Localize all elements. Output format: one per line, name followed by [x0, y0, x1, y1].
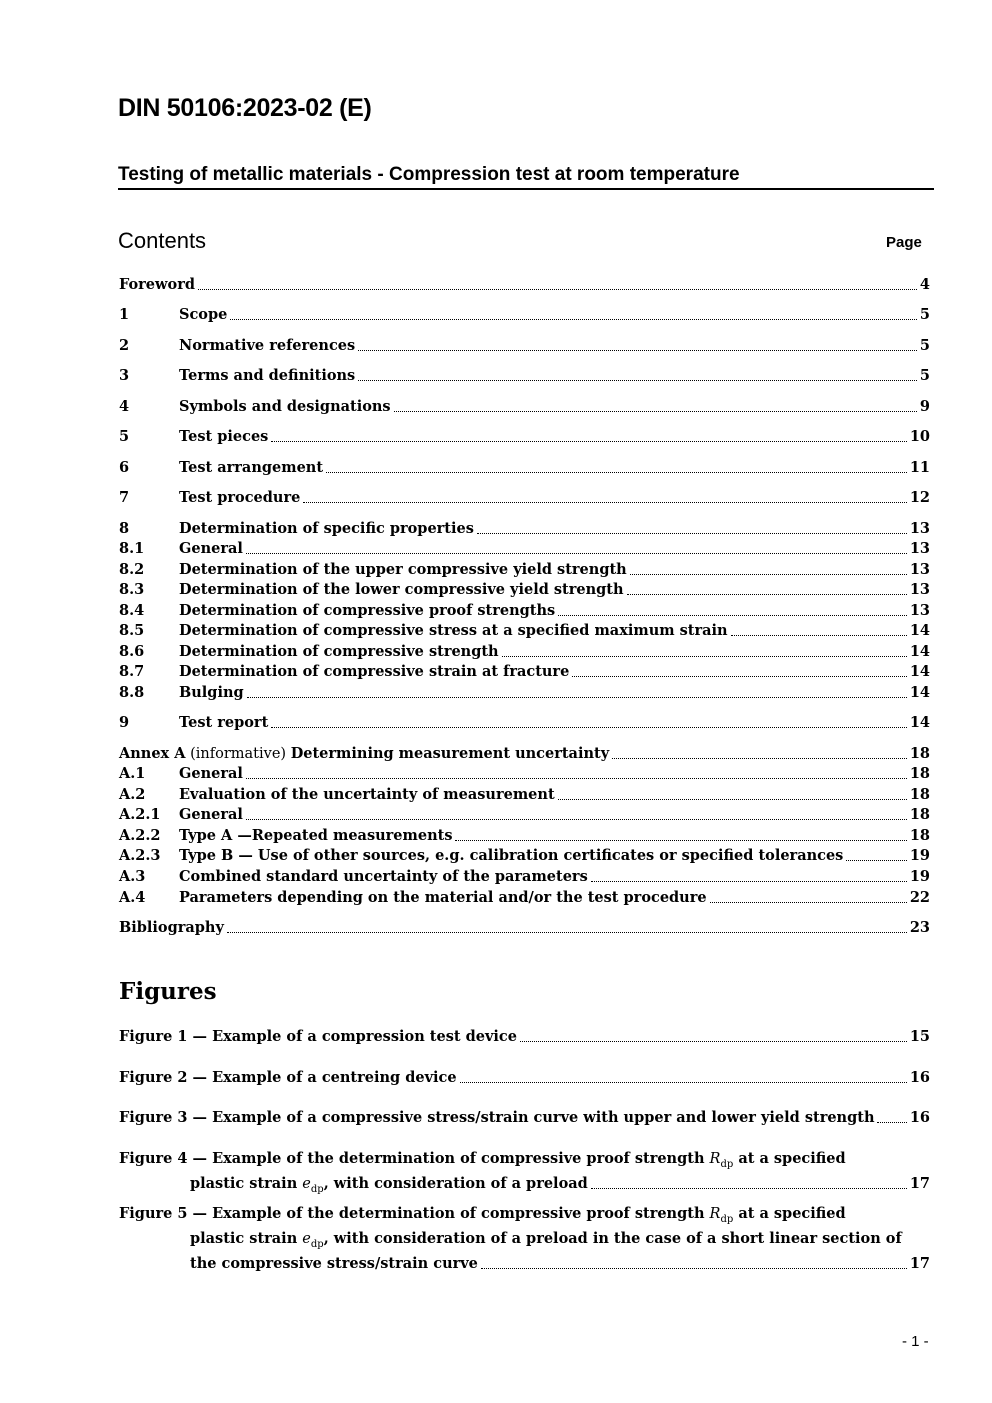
leader-dots: [246, 777, 907, 779]
figure-title: Figure 5 — Example of the determination of compressive proof strength: [119, 1205, 710, 1222]
toc-number: 5: [119, 428, 130, 445]
toc-number: A.3: [119, 868, 146, 885]
figure-entry-3[interactable]: [119, 1108, 930, 1128]
toc-title: Test procedure: [179, 489, 301, 506]
toc-page-number: 22: [909, 889, 930, 906]
toc-number: A.2.2: [119, 827, 161, 844]
toc-page-number: 12: [909, 489, 930, 506]
leader-dots: [710, 901, 907, 903]
figure-entry-5-line1[interactable]: [119, 1204, 846, 1224]
toc-entry[interactable]: [119, 846, 930, 866]
figure-page: 15: [909, 1028, 930, 1045]
toc-entry[interactable]: [119, 397, 930, 417]
figure-title: Figure 1 — Example of a compression test device: [119, 1028, 517, 1045]
leader-dots: [558, 798, 907, 800]
toc-entry[interactable]: [119, 867, 930, 887]
symbol-e: e: [302, 1176, 311, 1192]
toc-title: Determination of compressive stress at a specified maximum strain: [179, 622, 728, 639]
toc-page-number: 10: [909, 428, 930, 445]
subscript-dp: dp: [720, 1158, 734, 1170]
toc-title: Bulging: [179, 684, 244, 701]
figure-title-cont: , with consideration of a preload in the case of a short linear section of: [323, 1230, 902, 1247]
figure-title-cont: the compressive stress/strain curve: [190, 1255, 478, 1272]
figure-entry-5-line2[interactable]: [190, 1229, 902, 1249]
toc-entry[interactable]: [119, 336, 930, 356]
toc-page-number: 14: [909, 643, 930, 660]
leader-dots: [198, 288, 917, 290]
figure-page: 17: [909, 1255, 930, 1272]
leader-dots: [612, 757, 907, 759]
toc-page-number: 14: [909, 684, 930, 701]
leader-dots: [591, 1187, 907, 1189]
toc-number: 8.1: [119, 540, 145, 557]
toc-entry[interactable]: [119, 764, 930, 784]
leader-dots: [246, 818, 907, 820]
toc-number: A.4: [119, 889, 146, 906]
figure-entry-1[interactable]: [119, 1027, 930, 1047]
leader-dots: [303, 501, 907, 503]
leader-dots: [627, 593, 907, 595]
leader-dots: [246, 552, 907, 554]
toc-number: 8: [119, 520, 130, 537]
figure-title-cont: at a specified: [733, 1205, 846, 1222]
toc-number: 4: [119, 398, 130, 415]
toc-page-number: 13: [909, 540, 930, 557]
figure-title-cont: plastic strain $e_{dp}$, with consideration of a preload: [190, 1175, 588, 1195]
toc-entry[interactable]: [119, 560, 930, 580]
subscript-dp: dp: [310, 1183, 324, 1195]
leader-dots: [846, 859, 906, 861]
toc-page-number: 13: [909, 581, 930, 598]
toc-page-number: 23: [909, 919, 930, 936]
toc-title: Type A —Repeated measurements: [179, 827, 453, 844]
figure-page: 16: [909, 1109, 930, 1126]
toc-title: Terms and definitions: [179, 367, 356, 384]
subscript-dp: dp: [720, 1213, 734, 1225]
page-number: - 1 -: [902, 1333, 929, 1350]
toc-entry[interactable]: [119, 662, 930, 682]
toc-entry[interactable]: [119, 826, 930, 846]
toc-page-number: 14: [909, 714, 930, 731]
toc-number: 9: [119, 714, 130, 731]
figure-entry-2[interactable]: [119, 1068, 930, 1088]
figures-heading: Figures: [119, 978, 217, 1005]
leader-dots: [230, 318, 917, 320]
toc-entry[interactable]: [119, 744, 930, 764]
page-column-label: Page: [886, 234, 922, 251]
leader-dots: [731, 634, 907, 636]
leader-dots: [455, 839, 906, 841]
toc-page-number: 19: [909, 847, 930, 864]
toc-entry[interactable]: [119, 488, 930, 508]
toc-page-number: 18: [909, 765, 930, 782]
leader-dots: [271, 440, 906, 442]
symbol-r: R: [709, 1151, 721, 1167]
figure-title: Figure 2 — Example of a centreing device: [119, 1069, 457, 1086]
toc-page-number: 18: [909, 827, 930, 844]
toc-number: 2: [119, 337, 130, 354]
figure-entry-5-line3[interactable]: [190, 1254, 930, 1274]
toc-entry[interactable]: [119, 458, 930, 478]
toc-title: Test pieces: [179, 428, 269, 445]
toc-page-number: 9: [919, 398, 930, 415]
toc-number: 8.6: [119, 643, 145, 660]
toc-title: Combined standard uncertainty of the parameters: [179, 868, 588, 885]
leader-dots: [630, 573, 907, 575]
toc-page-number: 14: [909, 663, 930, 680]
toc-number: A.2: [119, 786, 146, 803]
toc-entry[interactable]: [119, 539, 930, 559]
figure-entry-4-line1[interactable]: [119, 1149, 846, 1169]
toc-page-number: 18: [909, 806, 930, 823]
toc-page-number: 13: [909, 520, 930, 537]
toc-entry[interactable]: [119, 305, 930, 325]
toc-page-number: 19: [909, 868, 930, 885]
toc-title: Determination of compressive proof strengths: [179, 602, 556, 619]
leader-dots: [477, 532, 907, 534]
toc-title: Determination of compressive strength: [179, 643, 499, 660]
toc-title: General: [179, 765, 243, 782]
toc-page-number: 13: [909, 561, 930, 578]
toc-entry[interactable]: [119, 427, 930, 447]
toc-number: 8.3: [119, 581, 145, 598]
toc-page-number: 4: [919, 276, 930, 293]
document-subtitle: Testing of metallic materials - Compression test at room temperature: [118, 163, 934, 190]
toc-title: Determination of compressive strain at fracture: [179, 663, 570, 680]
symbol-r: R: [709, 1206, 721, 1222]
figure-title-cont: at a specified: [733, 1150, 846, 1167]
figure-title: Figure 3 — Example of a compressive stress/strain curve with upper and lower yield strength: [119, 1109, 875, 1126]
leader-dots: [326, 471, 907, 473]
toc-title: Type B — Use of other sources, e.g. calibration certificates or specified tolerances: [179, 847, 844, 864]
toc-number: 8.7: [119, 663, 145, 680]
toc-title: Normative references: [179, 337, 356, 354]
toc-page-number: 13: [909, 602, 930, 619]
toc-number: 3: [119, 367, 130, 384]
leader-dots: [247, 696, 907, 698]
toc-entry[interactable]: [119, 713, 930, 733]
toc-entry[interactable]: [119, 805, 930, 825]
toc-title: Symbols and designations: [179, 398, 391, 415]
toc-title: General: [179, 806, 243, 823]
figure-page: 17: [909, 1175, 930, 1192]
toc-page-number: 5: [919, 367, 930, 384]
toc-entry[interactable]: [119, 275, 930, 295]
toc-entry[interactable]: [119, 621, 930, 641]
toc-title: General: [179, 540, 243, 557]
toc-title: Determination of the lower compressive yield strength: [179, 581, 624, 598]
toc-entry[interactable]: [119, 918, 930, 938]
toc-number: 8.2: [119, 561, 145, 578]
document-title: DIN 50106:2023-02 (E): [118, 94, 372, 122]
toc-number: 7: [119, 489, 130, 506]
toc-number: A.2.1: [119, 806, 161, 823]
toc-page-number: 18: [909, 745, 930, 762]
toc-page-number: 5: [919, 306, 930, 323]
toc-entry[interactable]: [119, 888, 930, 908]
toc-entry[interactable]: [119, 642, 930, 662]
leader-dots: [520, 1040, 907, 1042]
toc-title: Foreword: [119, 276, 195, 293]
toc-title: Parameters depending on the material and/or the test procedure: [179, 889, 707, 906]
toc-number: 8.8: [119, 684, 145, 701]
toc-number: 8.5: [119, 622, 145, 639]
toc-title: Bibliography: [119, 919, 224, 936]
toc-number: A.1: [119, 765, 146, 782]
leader-dots: [502, 655, 907, 657]
leader-dots: [358, 379, 917, 381]
leader-dots: [271, 726, 907, 728]
toc-title: Determination of specific properties: [179, 520, 474, 537]
toc-page-number: 18: [909, 786, 930, 803]
toc-entry[interactable]: [119, 366, 930, 386]
leader-dots: [558, 614, 907, 616]
leader-dots: [227, 931, 907, 933]
toc-number: 1: [119, 306, 130, 323]
toc-entry[interactable]: [119, 785, 930, 805]
figure-title: Figure 4 — Example of the determination of compressive proof strength: [119, 1150, 710, 1167]
toc-number: 6: [119, 459, 130, 476]
toc-entry[interactable]: [119, 683, 930, 703]
figure-page: 16: [909, 1069, 930, 1086]
toc-page-number: 5: [919, 337, 930, 354]
figure-entry-4-line2[interactable]: [190, 1174, 930, 1194]
toc-title: Evaluation of the uncertainty of measurement: [179, 786, 555, 803]
toc-entry[interactable]: [119, 601, 930, 621]
toc-title: Determination of the upper compressive yield strength: [179, 561, 627, 578]
leader-dots: [481, 1267, 907, 1269]
figure-title-cont: plastic strain: [190, 1230, 303, 1247]
leader-dots: [394, 410, 917, 412]
leader-dots: [877, 1121, 906, 1123]
leader-dots: [572, 675, 907, 677]
toc-page-number: 14: [909, 622, 930, 639]
toc-entry[interactable]: [119, 580, 930, 600]
toc-title: Test arrangement: [179, 459, 324, 476]
toc-title: Scope: [179, 306, 228, 323]
contents-heading: Contents: [118, 228, 207, 253]
toc-number: A.2.3: [119, 847, 161, 864]
toc-page-number: 11: [909, 459, 930, 476]
leader-dots: [358, 349, 917, 351]
leader-dots: [591, 880, 907, 882]
subscript-dp: dp: [310, 1238, 324, 1250]
toc-number: 8.4: [119, 602, 145, 619]
symbol-e: e: [302, 1231, 311, 1247]
toc-entry[interactable]: [119, 519, 930, 539]
toc-title: Test report: [179, 714, 269, 731]
toc-title: Annex A (informative) Determining measurement uncertainty: [119, 745, 610, 762]
leader-dots: [460, 1081, 907, 1083]
